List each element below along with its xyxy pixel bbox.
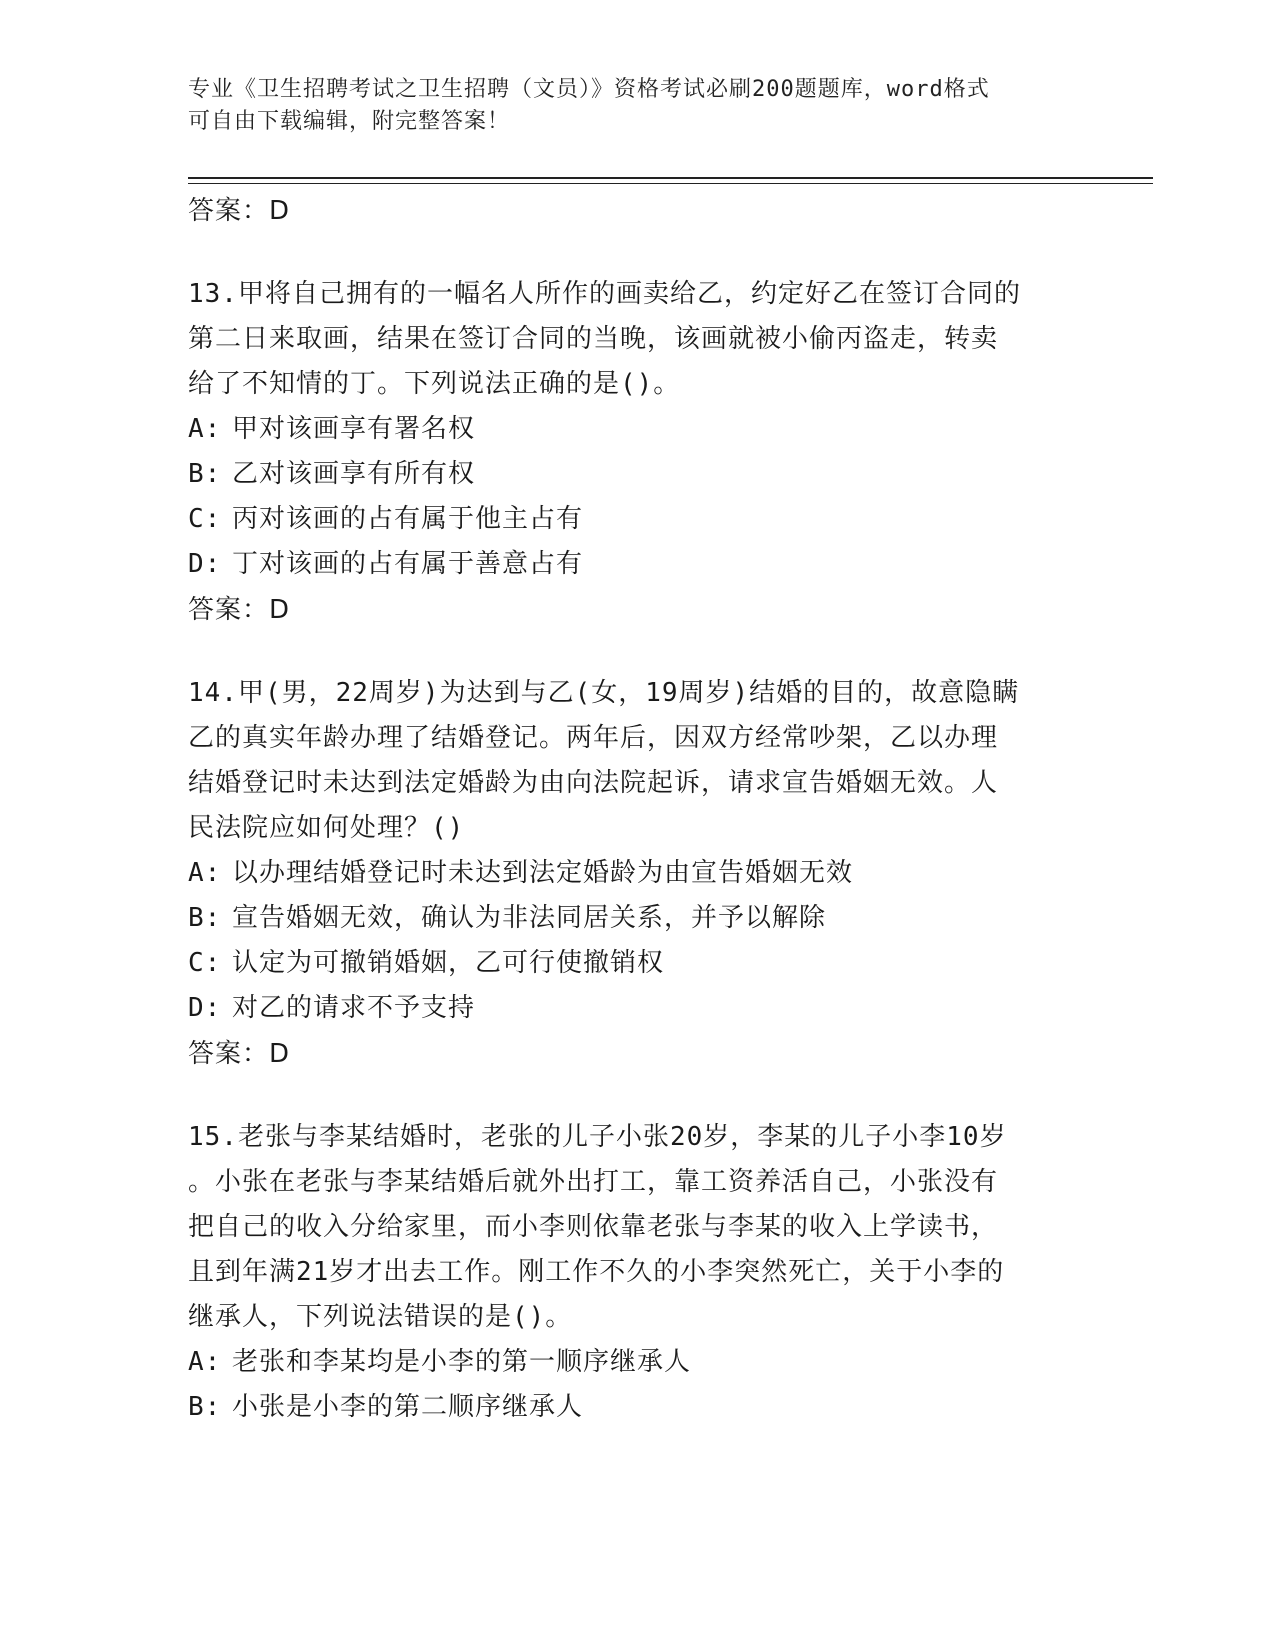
question-14	[188, 671, 1078, 851]
header-line-1: 专业《卫生招聘考试之卫生招聘（文员）》资格考试必刷200题题库，word格式	[188, 77, 990, 102]
question-15	[188, 1115, 1078, 1340]
question-15-option-b: B: 小张是小李的第二顺序继承人	[188, 1392, 584, 1422]
question-14-line-1: 14.甲(男，22周岁)为达到与乙(女，19周岁)结婚的目的，故意隐瞒	[188, 678, 1020, 708]
spacer	[188, 1077, 1078, 1115]
question-15-line-4: 且到年满21岁才出去工作。刚工作不久的小李突然死亡，关于小李的	[188, 1257, 1005, 1287]
question-14-option-b: B: 宣告婚姻无效，确认为非法同居关系，并予以解除	[188, 903, 827, 933]
question-15-option-a: A: 老张和李某均是小李的第一顺序继承人	[188, 1347, 692, 1377]
question-14-option-c: C: 认定为可撤销婚姻，乙可行使撤销权	[188, 948, 665, 978]
answer-12: 答案：D	[188, 196, 291, 226]
question-13-option-a: A: 甲对该画享有署名权	[188, 414, 476, 444]
question-13-line-3: 给了不知情的丁。下列说法正确的是()。	[188, 369, 681, 399]
header-divider-thick	[188, 177, 1153, 179]
question-list	[188, 188, 1078, 1430]
question-14-line-4: 民法院应如何处理？()	[188, 813, 465, 843]
question-15-line-3: 把自己的收入分给家里，而小李则依靠老张与李某的收入上学读书，	[188, 1212, 999, 1242]
document-header	[188, 74, 1068, 138]
answer-14: 答案：D	[188, 1039, 291, 1069]
header-line-2: 可自由下载编辑，附完整答案！	[188, 109, 511, 134]
question-15-line-5: 继承人，下列说法错误的是()。	[188, 1302, 573, 1332]
question-13-option-d: D: 丁对该画的占有属于善意占有	[188, 549, 584, 579]
question-13-line-2: 第二日来取画，结果在签订合同的当晚，该画就被小偷丙盗走，转卖	[188, 324, 999, 354]
question-15-line-1: 15.老张与李某结婚时，老张的儿子小张20岁，李某的儿子小李10岁	[188, 1122, 1007, 1152]
spacer	[188, 234, 1078, 272]
question-13	[188, 272, 1078, 407]
question-14-line-3: 结婚登记时未达到法定婚龄为由向法院起诉，请求宣告婚姻无效。人	[188, 768, 999, 798]
question-13-option-c: C: 丙对该画的占有属于他主占有	[188, 504, 584, 534]
answer-13: 答案：D	[188, 595, 291, 625]
question-13-line-1: 13.甲将自己拥有的一幅名人所作的画卖给乙，约定好乙在签订合同的	[188, 279, 1021, 309]
question-14-option-a: A: 以办理结婚登记时未达到法定婚龄为由宣告婚姻无效	[188, 858, 854, 888]
question-14-option-d: D: 对乙的请求不予支持	[188, 993, 476, 1023]
question-15-line-2: 。小张在老张与李某结婚后就外出打工，靠工资养活自己，小张没有	[188, 1167, 999, 1197]
question-14-line-2: 乙的真实年龄办理了结婚登记。两年后，因双方经常吵架，乙以办理	[188, 723, 999, 753]
spacer	[188, 633, 1078, 671]
header-divider-thin	[188, 183, 1153, 184]
question-13-option-b: B: 乙对该画享有所有权	[188, 459, 476, 489]
